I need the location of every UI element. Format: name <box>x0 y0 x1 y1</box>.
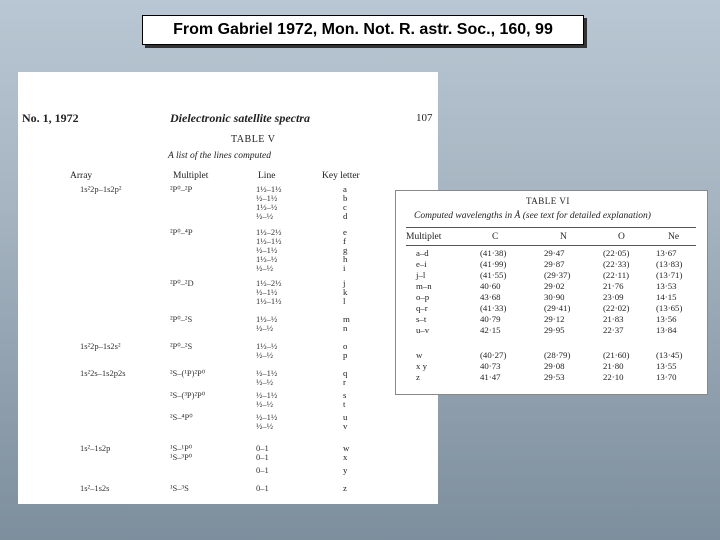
multiplet-cell: q–r <box>416 303 428 313</box>
page-number: 107 <box>416 112 433 124</box>
o-value-cell: (22·02) <box>603 303 630 313</box>
n-value-cell: 30·90 <box>544 292 565 302</box>
key-letter-cell: w <box>343 443 350 453</box>
c-value-cell: 40·73 <box>480 361 501 371</box>
multiplet-cell: s–t <box>416 314 427 324</box>
line-cell: ½–½ <box>256 399 273 409</box>
c-value-cell: (41·55) <box>480 270 507 280</box>
ne-value-cell: (13·65) <box>656 303 683 313</box>
line-cell: 0–1 <box>256 443 269 453</box>
multiplet-cell: u–v <box>416 325 430 335</box>
multiplet-cell: w <box>416 350 423 360</box>
key-letter-cell: d <box>343 211 348 221</box>
o-value-cell: (22·05) <box>603 248 630 258</box>
table-v-caption: TABLE V <box>231 134 276 145</box>
key-letter-cell: h <box>343 254 348 264</box>
multiplet-cell: a–d <box>416 248 429 258</box>
multiplet-cell: x y <box>416 361 427 371</box>
array-cell: 1s²–1s2p <box>80 443 111 453</box>
n-value-cell: 29·47 <box>544 248 565 258</box>
page-header-left: No. 1, 1972 <box>22 111 79 125</box>
column-header-c: C <box>492 232 499 242</box>
key-letter-cell: n <box>343 323 348 333</box>
key-letter-cell: m <box>343 314 350 324</box>
o-value-cell: 21·76 <box>603 281 624 291</box>
key-letter-cell: s <box>343 390 347 400</box>
n-value-cell: 29·95 <box>544 325 565 335</box>
column-header-multiplet: Multiplet <box>406 232 442 242</box>
o-value-cell: 23·09 <box>603 292 624 302</box>
key-letter-cell: r <box>343 377 346 387</box>
multiplet-cell: ¹S–³S <box>170 483 189 493</box>
line-cell: ½–1½ <box>256 245 278 255</box>
column-header-line: Line <box>258 171 276 181</box>
line-cell: 1½–½ <box>256 314 278 324</box>
table-vi-scan <box>395 190 708 395</box>
ne-value-cell: (13·71) <box>656 270 683 280</box>
page-header-title: Dielectronic satellite spectra <box>170 111 310 125</box>
ne-value-cell: 13·53 <box>656 281 677 291</box>
n-value-cell: (28·79) <box>544 350 571 360</box>
column-header-ne: Ne <box>668 232 680 242</box>
multiplet-cell: ²P⁰–²P <box>170 184 193 194</box>
c-value-cell: 43·68 <box>480 292 501 302</box>
multiplet-cell: ¹S–³P⁰ <box>170 452 193 462</box>
ne-value-cell: 13·67 <box>656 248 677 258</box>
n-value-cell: 29·08 <box>544 361 565 371</box>
key-letter-cell: p <box>343 350 348 360</box>
key-letter-cell: b <box>343 193 348 203</box>
n-value-cell: (29·37) <box>544 270 571 280</box>
o-value-cell: (21·60) <box>603 350 630 360</box>
line-cell: ½–1½ <box>256 193 278 203</box>
n-value-cell: 29·12 <box>544 314 565 324</box>
multiplet-cell: ²S–(³P)²P⁰ <box>170 390 206 400</box>
line-cell: 1½–½ <box>256 341 278 351</box>
line-cell: ½–½ <box>256 421 273 431</box>
multiplet-cell: ²P⁰–²S <box>170 341 193 351</box>
c-value-cell: 42·15 <box>480 325 501 335</box>
array-cell: 1s²2s–1s2p2s <box>80 368 126 378</box>
line-cell: 1½–2½ <box>256 227 282 237</box>
key-letter-cell: f <box>343 236 346 246</box>
ne-value-cell: 13·70 <box>656 372 677 382</box>
key-letter-cell: t <box>343 399 346 409</box>
multiplet-cell: ²P⁰–²S <box>170 314 193 324</box>
line-cell: ½–½ <box>256 350 273 360</box>
n-value-cell: (29·41) <box>544 303 571 313</box>
c-value-cell: 40·60 <box>480 281 501 291</box>
key-letter-cell: v <box>343 421 348 431</box>
table-vi-subtitle: Computed wavelengths in Å (see text for detailed explanation) <box>414 211 651 221</box>
ne-value-cell: 13·84 <box>656 325 677 335</box>
ne-value-cell: (13·83) <box>656 259 683 269</box>
array-cell: 1s²–1s2s <box>80 483 110 493</box>
o-value-cell: (22·33) <box>603 259 630 269</box>
o-value-cell: (22·11) <box>603 270 630 280</box>
column-header-key-letter: Key letter <box>322 171 360 181</box>
multiplet-cell: ²P⁰–⁴P <box>170 227 193 237</box>
table-v-scan <box>18 72 438 504</box>
line-cell: ½–1½ <box>256 287 278 297</box>
array-cell: 1s²2p–1s2p² <box>80 184 122 194</box>
multiplet-cell: m–n <box>416 281 432 291</box>
c-value-cell: 41·47 <box>480 372 501 382</box>
key-letter-cell: q <box>343 368 348 378</box>
header-rule-top <box>406 227 696 228</box>
multiplet-cell: ¹S–¹P⁰ <box>170 443 193 453</box>
key-letter-cell: e <box>343 227 347 237</box>
header-rule-bottom <box>406 245 696 246</box>
line-cell: 0–1 <box>256 483 269 493</box>
n-value-cell: 29·87 <box>544 259 565 269</box>
column-header-n: N <box>560 232 567 242</box>
line-cell: 1½–½ <box>256 254 278 264</box>
line-cell: ½–1½ <box>256 390 278 400</box>
key-letter-cell: a <box>343 184 347 194</box>
n-value-cell: 29·53 <box>544 372 565 382</box>
ne-value-cell: (13·45) <box>656 350 683 360</box>
multiplet-cell: e–i <box>416 259 427 269</box>
column-header-o: O <box>618 232 625 242</box>
line-cell: 0–1 <box>256 465 269 475</box>
c-value-cell: (40·27) <box>480 350 507 360</box>
n-value-cell: 29·02 <box>544 281 565 291</box>
c-value-cell: (41·33) <box>480 303 507 313</box>
slide-title: From Gabriel 1972, Mon. Not. R. astr. Soc., 160, 99 <box>142 15 584 45</box>
line-cell: 1½–2½ <box>256 278 282 288</box>
ne-value-cell: 13·56 <box>656 314 677 324</box>
key-letter-cell: u <box>343 412 348 422</box>
line-cell: ½–½ <box>256 263 273 273</box>
column-header-array: Array <box>70 171 93 181</box>
o-value-cell: 21·83 <box>603 314 624 324</box>
line-cell: ½–½ <box>256 377 273 387</box>
ne-value-cell: 14·15 <box>656 292 677 302</box>
key-letter-cell: c <box>343 202 347 212</box>
line-cell: 0–1 <box>256 452 269 462</box>
line-cell: 1½–1½ <box>256 296 282 306</box>
column-header-multiplet: Multiplet <box>173 171 209 181</box>
line-cell: ½–½ <box>256 323 273 333</box>
ne-value-cell: 13·55 <box>656 361 677 371</box>
key-letter-cell: l <box>343 296 346 306</box>
c-value-cell: (41·38) <box>480 248 507 258</box>
o-value-cell: 21·80 <box>603 361 624 371</box>
multiplet-cell: o–p <box>416 292 430 302</box>
key-letter-cell: y <box>343 465 348 475</box>
key-letter-cell: g <box>343 245 348 255</box>
key-letter-cell: i <box>343 263 346 273</box>
o-value-cell: 22·10 <box>603 372 624 382</box>
array-cell: 1s²2p–1s2s² <box>80 341 121 351</box>
multiplet-cell: j–l <box>416 270 426 280</box>
key-letter-cell: k <box>343 287 348 297</box>
table-vi-caption: TABLE VI <box>526 196 570 206</box>
key-letter-cell: z <box>343 483 347 493</box>
line-cell: 1½–1½ <box>256 184 282 194</box>
multiplet-cell: ²S–⁴P⁰ <box>170 412 193 422</box>
c-value-cell: (41·99) <box>480 259 507 269</box>
line-cell: 1½–½ <box>256 202 278 212</box>
line-cell: ½–½ <box>256 211 273 221</box>
line-cell: ½–1½ <box>256 368 278 378</box>
c-value-cell: 40·79 <box>480 314 501 324</box>
multiplet-cell: ²S–(¹P)²P⁰ <box>170 368 206 378</box>
key-letter-cell: j <box>343 278 346 288</box>
key-letter-cell: x <box>343 452 348 462</box>
o-value-cell: 22·37 <box>603 325 624 335</box>
multiplet-cell: z <box>416 372 420 382</box>
multiplet-cell: ²P⁰–²D <box>170 278 194 288</box>
key-letter-cell: o <box>343 341 348 351</box>
table-v-subtitle: A list of the lines computed <box>168 151 271 161</box>
line-cell: 1½–1½ <box>256 236 282 246</box>
line-cell: ½–1½ <box>256 412 278 422</box>
